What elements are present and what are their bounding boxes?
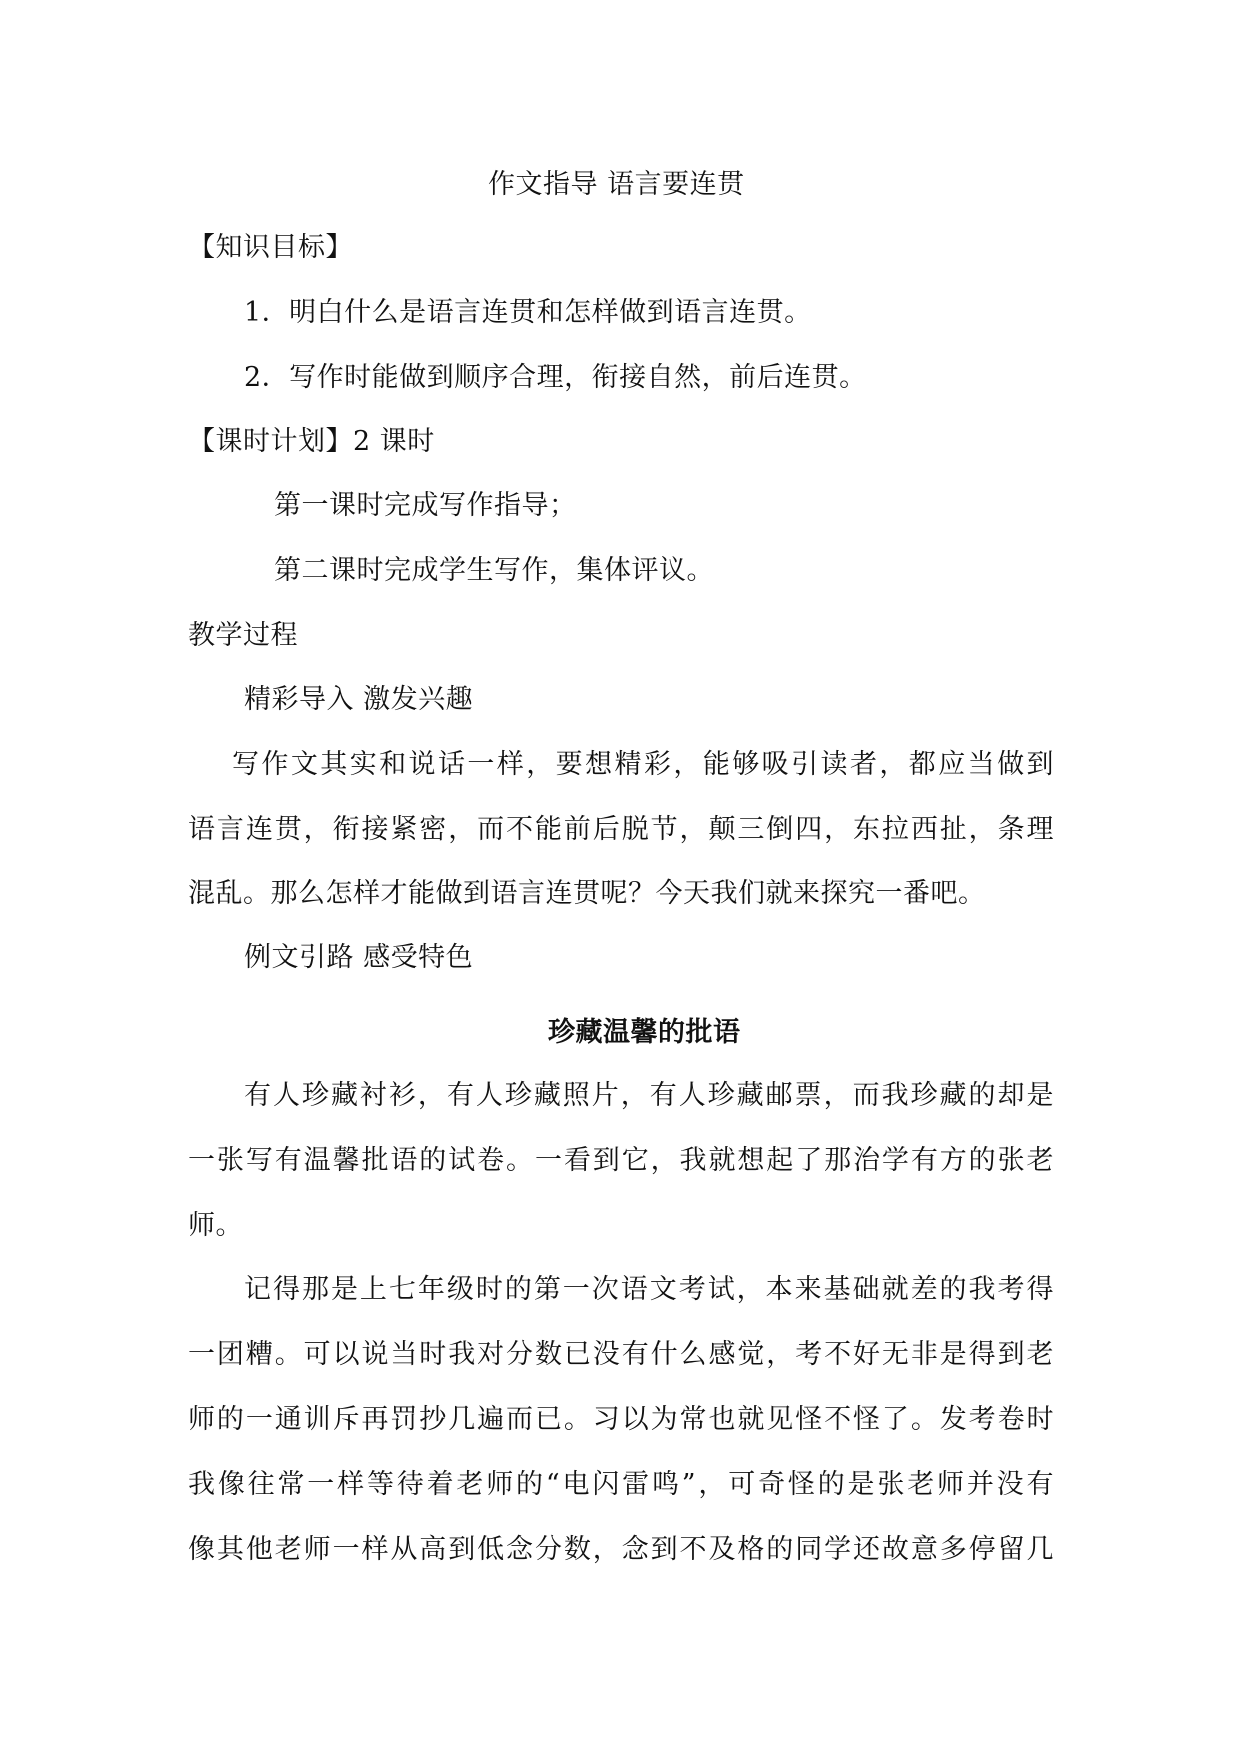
intro-paragraph-line: 写作文其实和说话一样，要想精彩，能够吸引读者，都应当做到	[232, 749, 1054, 780]
lesson-plan-header: 【课时计划】2 课时	[188, 426, 435, 457]
essay-paragraph-line: 有人珍藏衬衫，有人珍藏照片，有人珍藏邮票，而我珍藏的却是	[244, 1080, 1054, 1111]
knowledge-goals-header: 【知识目标】	[188, 232, 353, 263]
essay-paragraph-line: 一团糟。可以说当时我对分数已没有什么感觉，考不好无非是得到老	[188, 1339, 1054, 1370]
essay-paragraph-line: 像其他老师一样从高到低念分数，念到不及格的同学还故意多停留几	[188, 1534, 1054, 1565]
document-title: 作文指导 语言要连贯	[488, 169, 745, 200]
step-heading-1: 精彩导入 激发兴趣	[244, 684, 474, 715]
goal-item-1: 1．明白什么是语言连贯和怎样做到语言连贯。	[244, 297, 812, 328]
teaching-process-header: 教学过程	[188, 620, 298, 651]
essay-paragraph-line: 记得那是上七年级时的第一次语文考试，本来基础就差的我考得	[244, 1274, 1054, 1305]
essay-title: 珍藏温馨的批语	[548, 1017, 741, 1048]
goal-item-2: 2．写作时能做到顺序合理，衔接自然，前后连贯。	[244, 362, 867, 393]
essay-paragraph-line: 师。	[188, 1210, 243, 1241]
essay-paragraph-line: 我像往常一样等待着老师的“电闪雷鸣”，可奇怪的是张老师并没有	[188, 1469, 1054, 1500]
intro-paragraph-line: 混乱。那么怎样才能做到语言连贯呢？今天我们就来探究一番吧。	[188, 878, 986, 909]
lesson-plan-item-1: 第一课时完成写作指导；	[274, 490, 577, 521]
essay-paragraph-line: 一张写有温馨批语的试卷。一看到它，我就想起了那治学有方的张老	[188, 1145, 1054, 1176]
intro-paragraph-line: 语言连贯，衔接紧密，而不能前后脱节，颠三倒四，东拉西扯，条理	[188, 814, 1054, 845]
step-heading-2: 例文引路 感受特色	[244, 942, 474, 973]
lesson-plan-item-2: 第二课时完成学生写作，集体评议。	[274, 555, 714, 586]
essay-paragraph-line: 师的一通训斥再罚抄几遍而已。习以为常也就见怪不怪了。发考卷时	[188, 1404, 1054, 1435]
